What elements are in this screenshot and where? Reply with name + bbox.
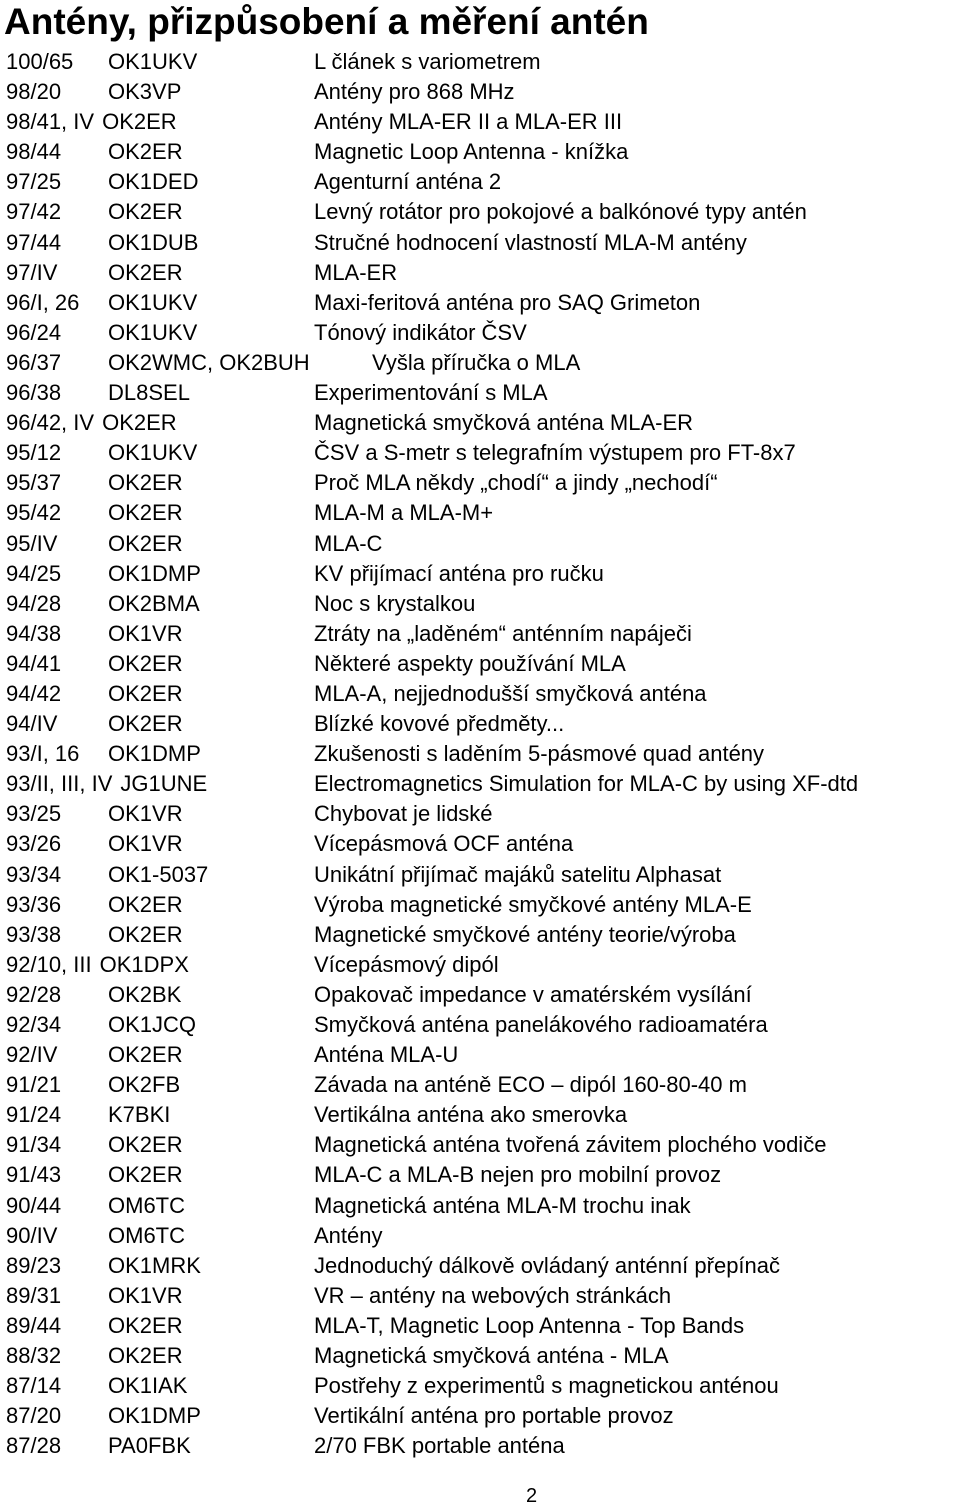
entry-subject: Vyšla příručka o MLA xyxy=(372,349,581,375)
entry-callsign: OK1VR xyxy=(108,620,183,646)
list-item xyxy=(6,769,960,799)
entry-reference: 89/31 xyxy=(6,1282,62,1308)
entry-callsign: OK1VR xyxy=(108,801,183,827)
entry-reference: 93/38 xyxy=(6,921,62,947)
entry-subject: Závada na anténě ECO – dipól 160-80-40 m xyxy=(314,1072,747,1098)
entry-reference: 95/42 xyxy=(6,500,62,526)
entry-reference: 92/34 xyxy=(6,1012,62,1037)
entry-reference: 93/36 xyxy=(6,891,62,917)
list-item xyxy=(6,438,960,468)
entry-subject: Blízké kovové předměty... xyxy=(314,711,565,737)
entry-subject: Ztráty na „laděném“ anténním napáječi xyxy=(314,620,692,646)
entry-subject: Vertikální anténa pro portable provoz xyxy=(314,1403,674,1429)
list-item xyxy=(6,137,960,167)
entry-subject: Proč MLA někdy „chodí“ a jindy „nechodí“ xyxy=(314,470,718,496)
list-item xyxy=(6,1100,960,1130)
entry-subject: Vertikálna anténa ako smerovka xyxy=(314,1102,628,1128)
list-item xyxy=(6,167,960,197)
entry-subject: Tónový indikátor ČSV xyxy=(314,319,527,345)
entry-subject: KV přijímací anténa pro ručku xyxy=(314,560,604,586)
entry-callsign: OK3VP xyxy=(108,79,182,105)
entry-subject: Smyčková anténa panelákového radioamatéra xyxy=(314,1012,768,1037)
entry-reference: 93/I, 16 xyxy=(6,741,80,767)
list-item xyxy=(6,498,960,528)
entry-callsign: OK1DPX xyxy=(99,951,189,977)
entry-subject: MLA-C xyxy=(314,530,383,556)
entry-callsign: OK1UKV xyxy=(108,440,198,466)
entry-reference: 91/34 xyxy=(6,1132,62,1158)
entry-reference: 94/28 xyxy=(6,590,62,616)
entry-callsign: OK1UKV xyxy=(108,49,198,74)
entry-subject: Experimentování s MLA xyxy=(314,380,548,406)
list-item xyxy=(6,47,960,77)
list-item xyxy=(6,649,960,679)
list-item xyxy=(6,228,960,258)
list-item xyxy=(6,920,960,950)
entry-reference: 97/44 xyxy=(6,229,62,255)
entry-callsign: OK1MRK xyxy=(108,1252,201,1278)
entry-callsign: K7BKI xyxy=(108,1102,171,1128)
entry-reference: 93/26 xyxy=(6,831,62,857)
list-item xyxy=(6,1130,960,1160)
list-item xyxy=(6,1311,960,1341)
entry-reference: 96/42, IV xyxy=(6,410,95,436)
entry-callsign: OK2ER xyxy=(108,259,183,285)
entry-callsign: OK2ER xyxy=(108,650,183,676)
entry-callsign: OM6TC xyxy=(108,1192,185,1218)
list-item xyxy=(6,739,960,769)
entry-subject: ČSV a S-metr s telegrafním výstupem pro FT-8x7 xyxy=(314,440,796,466)
entry-reference: 95/37 xyxy=(6,470,62,496)
entry-reference: 92/28 xyxy=(6,981,62,1007)
entry-callsign: OK2ER xyxy=(108,199,183,225)
entry-reference: 93/II, III, IV xyxy=(6,771,113,797)
entry-callsign: OK2ER xyxy=(108,891,183,917)
list-item xyxy=(6,709,960,739)
entry-callsign: OK2ER xyxy=(108,1042,183,1068)
entry-callsign: OK1DMP xyxy=(108,1403,201,1429)
entry-callsign: OK2ER xyxy=(108,1312,183,1338)
entry-reference: 93/34 xyxy=(6,861,62,887)
entry-subject: Magnetické smyčkové antény teorie/výroba xyxy=(314,921,736,947)
entry-reference: 94/41 xyxy=(6,650,62,676)
entry-subject: Vícepásmový dipól xyxy=(314,951,499,977)
entry-callsign: OK1DMP xyxy=(108,741,201,767)
entry-subject: Unikátní přijímač majáků satelitu Alphasat xyxy=(314,861,722,887)
entry-subject: Antény xyxy=(314,1222,383,1248)
entry-reference: 96/38 xyxy=(6,380,62,406)
entry-subject: Magnetická anténa tvořená závitem plochého vodiče xyxy=(314,1132,827,1158)
entry-reference: 87/20 xyxy=(6,1403,62,1429)
entry-reference: 95/IV xyxy=(6,530,58,556)
entry-reference: 97/25 xyxy=(6,169,62,195)
entry-reference: 92/10, III xyxy=(6,951,92,977)
entry-subject: Magnetická smyčková anténa - MLA xyxy=(314,1343,669,1369)
entry-callsign: OM6TC xyxy=(108,1222,185,1248)
list-item xyxy=(6,559,960,589)
entry-reference: 98/20 xyxy=(6,79,62,105)
entry-subject: Postřehy z experimentů s magnetickou anténou xyxy=(314,1373,779,1399)
entry-callsign: OK1DUB xyxy=(108,229,199,255)
entry-subject: MLA-C a MLA-B nejen pro mobilní provoz xyxy=(314,1162,722,1188)
entry-callsign: OK2ER xyxy=(108,470,183,496)
list-item xyxy=(6,619,960,649)
entry-callsign: OK1DMP xyxy=(108,560,201,586)
entry-subject: Magnetic Loop Antenna - knížka xyxy=(314,139,629,165)
list-item xyxy=(6,1341,960,1371)
entry-callsign: OK2ER xyxy=(108,500,183,526)
list-item xyxy=(6,1401,960,1431)
entry-reference: 87/14 xyxy=(6,1373,62,1399)
entry-reference: 97/IV xyxy=(6,259,58,285)
list-item xyxy=(6,1191,960,1221)
list-item xyxy=(6,318,960,348)
entry-reference: 87/28 xyxy=(6,1433,62,1459)
entry-reference: 94/25 xyxy=(6,560,62,586)
entry-callsign: OK2BK xyxy=(108,981,182,1007)
entry-callsign: OK1VR xyxy=(108,1282,183,1308)
list-item xyxy=(6,890,960,920)
entry-callsign: OK1JCQ xyxy=(108,1012,197,1037)
entry-callsign: OK1UKV xyxy=(108,289,198,315)
entry-callsign: OK2WMC, OK2BUH xyxy=(108,349,310,375)
entry-subject: Magnetická smyčková anténa MLA-ER xyxy=(314,410,694,436)
entry-reference: 91/21 xyxy=(6,1072,62,1098)
list-item xyxy=(6,1281,960,1311)
entry-callsign: PA0FBK xyxy=(108,1433,191,1459)
entry-subject: Magnetická anténa MLA-M trochu inak xyxy=(314,1192,691,1218)
list-item xyxy=(6,1431,960,1461)
entry-reference: 92/IV xyxy=(6,1042,58,1068)
entry-reference: 96/37 xyxy=(6,349,62,375)
entry-subject: Agenturní anténa 2 xyxy=(314,169,502,195)
list-item xyxy=(6,589,960,619)
entry-reference: 98/41, IV xyxy=(6,109,95,135)
entry-subject: Vícepásmová OCF anténa xyxy=(314,831,574,857)
article-list xyxy=(6,47,960,1461)
entry-subject: 2/70 FBK portable anténa xyxy=(314,1433,565,1459)
entry-subject: Výroba magnetické smyčkové antény MLA-E xyxy=(314,891,752,917)
entry-reference: 94/38 xyxy=(6,620,62,646)
entry-callsign: OK2ER xyxy=(108,711,183,737)
entry-callsign: OK1UKV xyxy=(108,319,198,345)
list-item xyxy=(6,107,960,137)
entry-reference: 100/65 xyxy=(6,49,74,74)
entry-subject: MLA-M a MLA-M+ xyxy=(314,500,494,526)
entry-callsign: OK2ER xyxy=(108,139,183,165)
list-item xyxy=(6,197,960,227)
entry-subject: MLA-A, nejjednodušší smyčková anténa xyxy=(314,680,707,706)
list-item xyxy=(6,258,960,288)
entry-subject: Chybovat je lidské xyxy=(314,801,493,827)
entry-callsign: OK2ER xyxy=(108,680,183,706)
entry-callsign: OK2ER xyxy=(102,109,177,135)
entry-reference: 94/IV xyxy=(6,711,58,737)
entry-callsign: OK1DED xyxy=(108,169,199,195)
entry-subject: Jednoduchý dálkově ovládaný anténní přepínač xyxy=(314,1252,781,1278)
list-item xyxy=(6,408,960,438)
entry-reference: 95/12 xyxy=(6,440,62,466)
list-item xyxy=(6,348,960,378)
entry-callsign: OK2ER xyxy=(108,1343,183,1369)
entry-subject: VR – antény na webových stránkách xyxy=(314,1282,672,1308)
entry-reference: 91/24 xyxy=(6,1102,62,1128)
page-title: Antény, přizpůsobení a měření antén xyxy=(4,1,649,42)
entry-callsign: OK1VR xyxy=(108,831,183,857)
list-item xyxy=(6,679,960,709)
entry-reference: 96/I, 26 xyxy=(6,289,80,315)
list-item xyxy=(6,468,960,498)
entry-callsign: OK1IAK xyxy=(108,1373,188,1399)
entry-reference: 90/44 xyxy=(6,1192,62,1218)
entry-subject: Antény MLA-ER II a MLA-ER III xyxy=(314,109,623,135)
entry-reference: 88/32 xyxy=(6,1343,62,1369)
entry-subject: Některé aspekty používání MLA xyxy=(314,650,626,676)
entry-reference: 91/43 xyxy=(6,1162,62,1188)
list-item xyxy=(6,378,960,408)
entry-reference: 98/44 xyxy=(6,139,62,165)
entry-callsign: OK2FB xyxy=(108,1072,181,1098)
list-item xyxy=(6,1010,960,1040)
entry-subject: Levný rotátor pro pokojové a balkónové typy antén xyxy=(314,199,807,225)
list-item xyxy=(6,1040,960,1070)
entry-subject: L článek s variometrem xyxy=(314,49,541,74)
entry-reference: 93/25 xyxy=(6,801,62,827)
page-number: 2 xyxy=(525,1485,538,1507)
entry-reference: 97/42 xyxy=(6,199,62,225)
list-item xyxy=(6,980,960,1010)
list-item xyxy=(6,529,960,559)
list-item xyxy=(6,1160,960,1190)
list-item xyxy=(6,1371,960,1401)
entry-subject: Noc s krystalkou xyxy=(314,590,476,616)
list-item xyxy=(6,1070,960,1100)
entry-subject: Stručné hodnocení vlastností MLA-M antény xyxy=(314,229,747,255)
entry-callsign: OK2ER xyxy=(102,410,177,436)
entry-callsign: OK2ER xyxy=(108,1162,183,1188)
entry-callsign: DL8SEL xyxy=(108,380,190,406)
entry-subject: Anténa MLA-U xyxy=(314,1042,459,1068)
list-item xyxy=(6,799,960,829)
entry-subject: Electromagnetics Simulation for MLA-C by using XF-dtd xyxy=(314,771,859,797)
entry-reference: 96/24 xyxy=(6,319,62,345)
list-item xyxy=(6,1221,960,1251)
entry-subject: Zkušenosti s laděním 5-pásmové quad antény xyxy=(314,741,765,767)
list-item xyxy=(6,950,960,980)
entry-subject: Opakovač impedance v amatérském vysílání xyxy=(314,981,752,1007)
entry-subject: Maxi-feritová anténa pro SAQ Grimeton xyxy=(314,289,701,315)
list-item xyxy=(6,829,960,859)
entry-reference: 89/23 xyxy=(6,1252,62,1278)
list-item xyxy=(6,288,960,318)
list-item xyxy=(6,77,960,107)
list-item xyxy=(6,1251,960,1281)
entry-subject: MLA-ER xyxy=(314,259,398,285)
entry-callsign: OK2BMA xyxy=(108,590,200,616)
entry-subject: Antény pro 868 MHz xyxy=(314,79,515,105)
entry-reference: 94/42 xyxy=(6,680,62,706)
list-item xyxy=(6,860,960,890)
entry-reference: 89/44 xyxy=(6,1312,62,1338)
entry-callsign: OK2ER xyxy=(108,530,183,556)
entry-reference: 90/IV xyxy=(6,1222,58,1248)
entry-callsign: OK2ER xyxy=(108,921,183,947)
entry-callsign: OK1-5037 xyxy=(108,861,209,887)
entry-subject: MLA-T, Magnetic Loop Antenna - Top Bands xyxy=(314,1312,745,1338)
entry-callsign: OK2ER xyxy=(108,1132,183,1158)
entry-callsign: JG1UNE xyxy=(120,771,208,797)
